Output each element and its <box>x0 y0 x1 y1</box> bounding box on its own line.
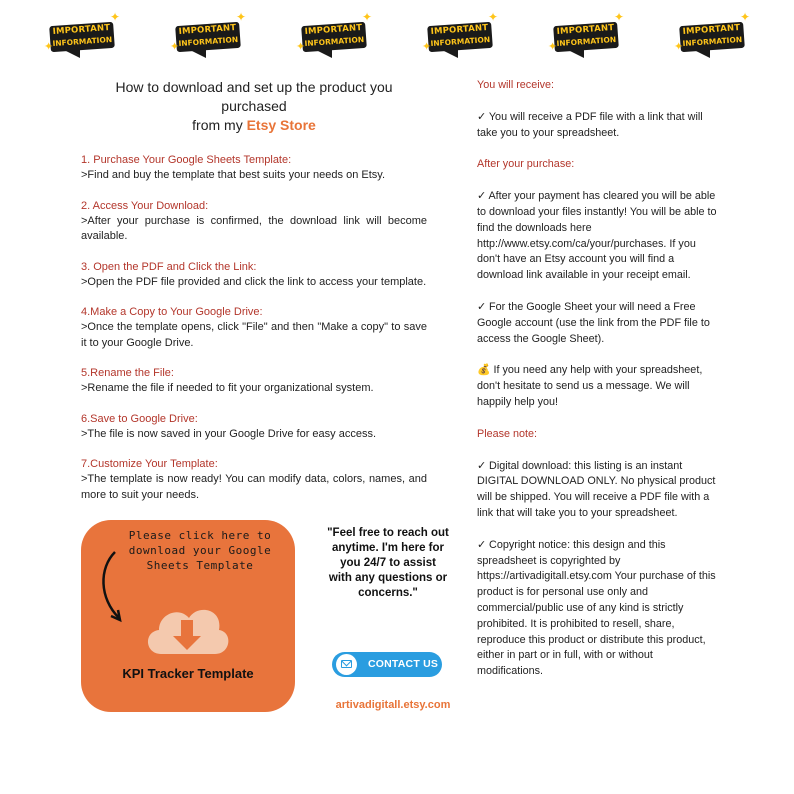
step-body: >The file is now saved in your Google Drive for easy access. <box>81 427 376 440</box>
page-title <box>81 78 427 135</box>
sparkle-icon: ✦ <box>44 40 54 53</box>
important-badge <box>168 10 248 66</box>
step-heading: 6.Save to Google Drive: <box>81 412 198 425</box>
sparkle-icon: ✦ <box>361 10 372 24</box>
mail-icon <box>336 654 357 675</box>
badge-line2: INFORMATION <box>556 34 617 49</box>
important-info-banner <box>0 10 794 68</box>
step-heading: 7.Customize Your Template: <box>81 458 218 470</box>
sparkle-icon: ✦ <box>296 40 306 53</box>
step-3 <box>81 260 427 291</box>
important-badge <box>672 10 752 66</box>
step-4 <box>81 305 427 351</box>
step-body: >Once the template opens, click "File" and then "Make a copy" to save it to your Google Drive. <box>81 321 427 349</box>
shop-url-link[interactable]: artivadigitall.etsy.com <box>335 699 451 711</box>
step-1 <box>81 153 427 184</box>
sparkle-icon: ✦ <box>109 10 120 24</box>
curved-arrow-icon <box>93 548 133 628</box>
step-6 <box>81 412 427 443</box>
title-line2-prefix: from my <box>192 117 247 133</box>
info-column <box>477 78 717 680</box>
important-badge <box>420 10 500 66</box>
step-body: >After your purchase is confirmed, the download link will become available. <box>81 214 427 242</box>
badge-line2: INFORMATION <box>178 34 239 49</box>
badge-line2: INFORMATION <box>52 34 113 49</box>
step-heading: 2. Access Your Download: <box>81 199 209 212</box>
after-purchase-body-2: ✓ For the Google Sheet your will need a Free Google account (use the link from the PDF file to access the Google Sheet). <box>477 300 710 345</box>
receive-heading: You will receive: <box>477 79 555 91</box>
title-line1: How to download and set up the product you purchased <box>115 79 393 114</box>
sparkle-icon: ✦ <box>487 10 498 24</box>
contact-us-button[interactable] <box>332 652 442 677</box>
sparkle-icon: ✦ <box>674 40 684 53</box>
step-body: >Rename the file if needed to fit your organizational system. <box>81 382 374 394</box>
badge-line1: IMPORTANT <box>556 23 615 38</box>
after-purchase-body-1: ✓ After your payment has cleared you will be able to download your files instantly! You will be able to find the downloads here http://www.etsy.com/ca/your/purchases. If you don't have an Etsy account you will find a download link available in your receipt email. <box>477 190 717 282</box>
receive-body: ✓ You will receive a PDF file with a link that will take you to your spreadsheet. <box>477 110 703 139</box>
sparkle-icon: ✦ <box>422 40 432 53</box>
step-body: >The template is now ready! You can modify data, colors, names, and more to suit your needs. <box>81 473 427 501</box>
sparkle-icon: ✦ <box>613 10 624 24</box>
download-template-card[interactable] <box>81 520 295 712</box>
step-heading: 4.Make a Copy to Your Google Drive: <box>81 306 263 318</box>
step-heading: 5.Rename the File: <box>81 367 174 379</box>
please-note-heading: Please note: <box>477 427 538 440</box>
note-body-1: ✓ Digital download: this listing is an instant DIGITAL DOWNLOAD ONLY. No physical product will be shipped. You will receive a PDF file with a link that will take you to your spreadsheet. <box>477 459 716 519</box>
step-body: >Find and buy the template that best suits your needs on Etsy. <box>81 169 386 181</box>
etsy-store-link[interactable]: Etsy Store <box>246 117 316 133</box>
step-heading: 3. Open the PDF and Click the Link: <box>81 260 257 273</box>
important-badge <box>546 10 626 66</box>
badge-line2: INFORMATION <box>682 34 743 49</box>
step-body: >Open the PDF file provided and click the link to access your template. <box>81 275 427 288</box>
step-2 <box>81 199 427 245</box>
contact-quote: "Feel free to reach out anytime. I'm here for you 24/7 to assist with any questions or concerns." <box>327 527 449 599</box>
sparkle-icon: ✦ <box>548 40 558 53</box>
cloud-download-icon <box>139 592 235 662</box>
instructions-column <box>81 78 427 518</box>
sparkle-icon: ✦ <box>170 40 180 53</box>
sparkle-icon: ✦ <box>739 10 750 24</box>
sparkle-icon: ✦ <box>235 10 246 24</box>
after-purchase-heading: After your purchase: <box>477 158 575 171</box>
important-badge <box>42 10 122 66</box>
badge-line1: IMPORTANT <box>178 23 237 38</box>
badge-line1: IMPORTANT <box>430 23 489 38</box>
badge-line1: IMPORTANT <box>682 23 741 38</box>
badge-line1: IMPORTANT <box>304 23 363 38</box>
badge-line2: INFORMATION <box>304 34 365 49</box>
step-7 <box>81 457 427 503</box>
important-badge <box>294 10 374 66</box>
download-instruction-text: Please click here to download your Google Sheets Template <box>128 529 272 572</box>
step-heading: 1. Purchase Your Google Sheets Template: <box>81 154 292 166</box>
note-body-2: ✓ Copyright notice: this design and this spreadsheet is copyrighted by https://artivadigitall.etsy.com Your purchase of this product is for personal use only and commercial/public use of any kind is strictly prohibited. It is prohibited to resell, share, reproduce this product or distribute this product, either in part or in full, with or without modifications. <box>477 538 716 678</box>
badge-line2: INFORMATION <box>430 34 491 49</box>
step-5 <box>81 366 427 397</box>
badge-line1: IMPORTANT <box>52 23 111 38</box>
product-name: KPI Tracker Template <box>122 666 254 681</box>
after-purchase-body-3: 💰 If you need any help with your spreadsheet, don't hesitate to send us a message. We will happily help you! <box>477 364 703 408</box>
contact-us-label: CONTACT US <box>368 658 439 670</box>
